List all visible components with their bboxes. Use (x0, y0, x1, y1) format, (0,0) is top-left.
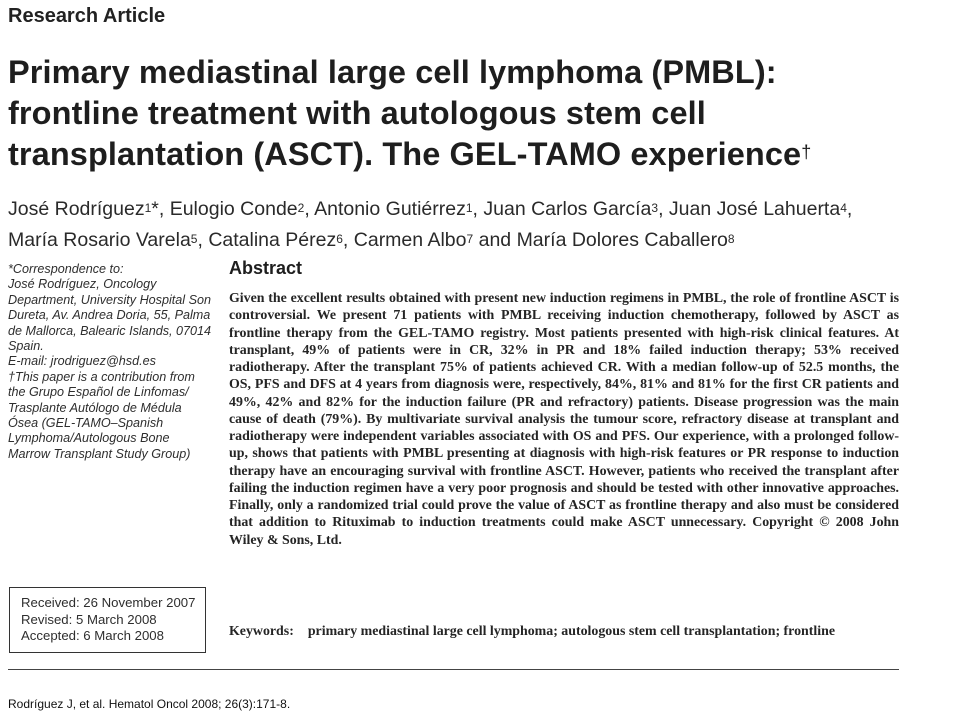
author (208, 229, 343, 251)
author-name: Juan Carlos García (483, 198, 652, 220)
author-affiliation: 4 (840, 201, 847, 215)
title-line-2: frontline treatment with autologous stem cell (8, 95, 706, 131)
abstract-heading: Abstract (229, 258, 303, 278)
citation: Rodríguez J, et al. Hematol Oncol 2008; 26(3):171-8. (8, 697, 291, 711)
correspondence-footnote: †This paper is a contribution from the Grupo Español de Linfomas/ Trasplante Autólogo de Médula Ósea (GEL-TAMO–Spanish Lymphoma/Autologous Bone Marrow Transplant Study Group) (8, 369, 195, 461)
accepted-date: Accepted: 6 March 2008 (21, 628, 164, 643)
title-footnote-mark: † (801, 142, 812, 162)
author-list (8, 194, 948, 256)
revised-date: Revised: 5 March 2008 (21, 611, 157, 627)
dates-box (9, 587, 206, 653)
title-line-3 (8, 134, 948, 175)
author-and: and (478, 229, 517, 251)
author-line-2 (8, 225, 948, 256)
keywords-label: Keywords: (229, 624, 294, 639)
author (314, 198, 472, 220)
section-label: Research Article (8, 5, 166, 27)
correspondence-address: José Rodríguez, Oncology Department, University Hospital Son Dureta, Av. Andrea Doria, 55, Palma de Mallorca, Balearic Islands, 07014 Spain. (8, 277, 212, 354)
title-line-3-text: transplantation (ASCT). The GEL-TAMO experience (8, 136, 802, 172)
author-name: Antonio Gutiérrez (314, 198, 466, 220)
author-name: Catalina Pérez (208, 229, 337, 251)
author-name: José Rodríguez (8, 198, 145, 220)
author (170, 198, 305, 220)
keywords (229, 623, 899, 640)
author-name: Eulogio Conde (169, 198, 298, 220)
footer-rule (8, 669, 899, 670)
paper-title (8, 52, 948, 175)
author-separator: , (846, 198, 853, 220)
author-separator: , (304, 198, 315, 220)
author-affiliation: 1 (465, 201, 473, 215)
author (8, 198, 159, 220)
received-date: Received: 26 November 2007 (21, 595, 196, 610)
author (8, 229, 197, 251)
abstract-body: Given the excellent results obtained with present new induction regimens in PMBL, the role of frontline ASCT is controversial. We present 71 patients with PMBL receiving induction chemotherapy, followed by ASCT as frontline therapy from the GEL-TAMO registry. Most patients presented with high-risk clinical features. At transplant, 49% of patients were in CR, 32% in PR and 18% failed induction therapy; 53% received radiotherapy. After the transplant 75% of patients achieved CR. With a median follow-up of 52.5 months, the OS, PFS and DFS at 4 years from diagnosis were, respectively, 84%, 81% and 81% for the first CR patients and 49%, 42% and 82% for the induction failure (PR and refractory) patients. Disease progression was the main cause of death (79%). By multivariate survival analysis the tumour score, refractory disease at transplant and radiotherapy were independent variables associated with OS and PFS. Our experience, with a prolonged follow-up, shows that patients with PMBL presenting at diagnosis with high-risk features or PR response to induction therapy have an encouraging survival with frontline ASCT. However, patients who received the transplant after failing the induction regimen have a very poor prognosis and should be tested with other innovative approaches. Finally, only a randomized trial could prove the value of ASCT as frontline therapy and also must be considered that addition to Rituximab to induction treatments could make ASCT unnecessary. Copyright © 2008 John Wiley & Sons, Ltd. (229, 291, 899, 548)
author-line-1 (8, 194, 948, 225)
author-affiliation: 6 (336, 232, 343, 246)
corresponding-author-mark: * (151, 198, 159, 220)
author-affiliation: 8 (727, 232, 735, 246)
author-separator: , (197, 229, 209, 251)
correspondence-block (8, 262, 212, 462)
correspondence-email: E-mail: jrodriguez@hsd.es (8, 354, 156, 369)
keywords-text: primary mediastinal large cell lymphoma; autologous stem cell transplantation; frontline (307, 624, 835, 639)
author-name: María Rosario Varela (8, 229, 191, 251)
author-affiliation: 7 (466, 232, 474, 246)
author-affiliation: 2 (297, 201, 305, 215)
author-affiliation: 1 (144, 201, 152, 215)
author (483, 198, 658, 220)
author-name: Carmen Albo (353, 229, 467, 251)
author (354, 229, 473, 251)
author-separator: , (472, 198, 484, 220)
author-separator: , (658, 198, 669, 220)
author-separator: , (342, 229, 354, 251)
author-name: Juan José Lahuerta (668, 198, 841, 220)
author-affiliation: 5 (190, 232, 198, 246)
author-name: María Dolores Caballero (516, 229, 728, 251)
author (669, 198, 847, 220)
author-affiliation: 3 (651, 201, 659, 215)
author (517, 229, 735, 251)
title-line-1: Primary mediastinal large cell lymphoma (PMBL): (8, 54, 777, 90)
author-separator: , (158, 198, 170, 220)
correspondence-label: *Correspondence to: (8, 262, 124, 276)
